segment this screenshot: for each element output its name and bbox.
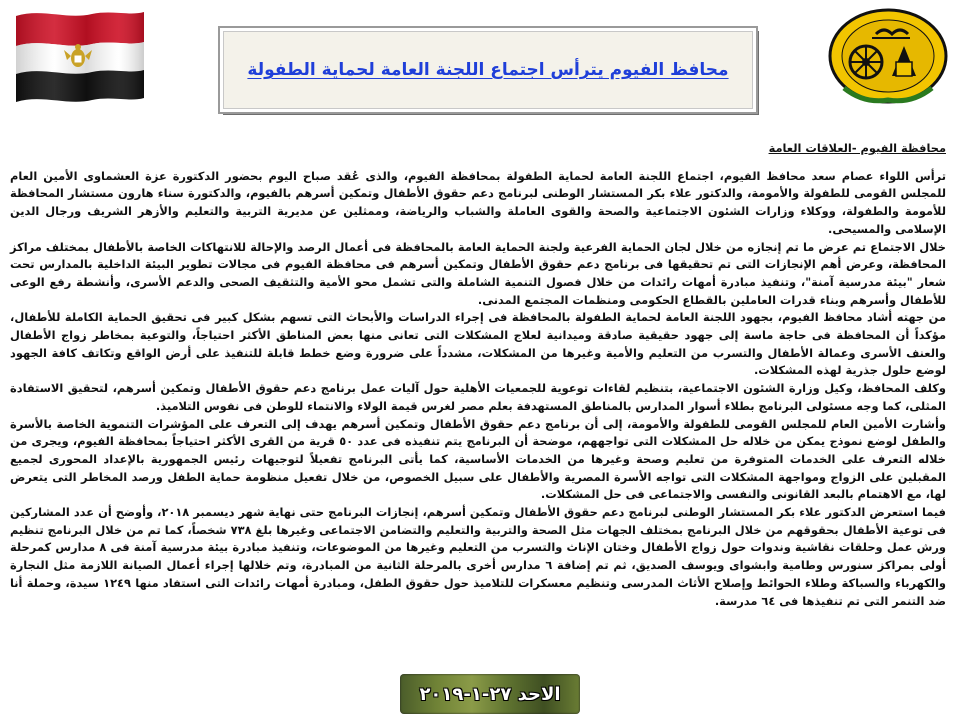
page-title: محافظ الفيوم يترأس اجتماع اللجنة العامة لحماية الطفولة (247, 60, 729, 80)
egypt-flag-icon (12, 6, 148, 106)
article-paragraph: ترأس اللواء عصام سعد محافظ الفيوم، اجتماع اللجنة العامة لحماية الطفولة بمحافظة الفيوم، والذى عُقد صباح اليوم بحضور الدكتورة عزة العشماوى الأمين العام للمجلس القومى للطفولة والأمومة، والدكتور علاء بكر المستشار الوطنى لبرنامج دعم حقوق الأطفال وتمكين أسرهم بالفيوم، والدكتورة سناء هارون مستشار المحافظة للأمومة والطفولة، ووكلاء وزارات الشئون الاجتماعية والصحة والقوى العاملة والشباب والرياضة، وممثلين عن مديرية التربية والتعليم والأزهر الشريف ورجال الدين الإسلامى والمسيحى. (10, 168, 946, 236)
date-banner (400, 674, 580, 714)
article-byline: محافظة الفيوم -العلاقات العامة (768, 141, 946, 155)
publish-date: الاحد ٢٧-١-٢٠١٩ (419, 683, 561, 705)
article-paragraph: فيما استعرض الدكتور علاء بكر المستشار الوطنى لبرنامج دعم حقوق الأطفال وتمكين أسرهم، إنجازات البرنامج حتى نهاية شهر ديسمبر ٢٠١٨، وأوضح أن عدد المشاركين فى توعية الأطفال بحقوقهم من خلال البرنامج بمختلف الجهات مثل الصحة والتربية والتعليم والتضامن الاجتماعى وغيرها بلغ ٧٣٨ شخصاً، كما تم من خلال البرنامج تنظيم ورش عمل وحلقات نقاشية وندوات حول زواج الأطفال وختان الإناث والتسرب من التعليم وغيرها من الموضوعات، وتنفيذ مبادرة بيئة مدرسية آمنة فى ٨ مدارس كمرحلة أولى بمراكز سنورس وطامية وابشواى ويوسف الصديق، ثم تم إضافة ٦ مدارس أخرى بالمرحلة الثانية من المبادرة، وتم خلالها إجراء أعمال الصيانة اللازمة مثل النجارة والكهرباء والسباكة وطلاء الحوائط وإصلاح الأثاث المدرسى وتنظيم معسكرات للتلاميذ حول حقوق الطفل، ومبادرة أمهات رائدات التى استفاد منها ١٢٤٩ سيدة، وحملة أنا ضد التنمر التى تم تنفيذها فى ٦٤ مدرسة. (10, 505, 947, 608)
article-paragraph: خلال الاجتماع تم عرض ما تم إنجازه من خلال لجان الحماية الفرعية ولجنة الحماية العامة بالمحافظة فى أعمال الرصد والإحالة للانتهاكات الخاصة بالأطفال بمختلف مراكز المحافظة، وعرض أهم الإنجازات التى تم تحقيقها فى برنامج دعم حقوق الأطفال وتمكين أسرهم فى محافظة الفيوم فى مجالات تطوير البيئة الداخلية بالمدارس تحت شعار "بيئة مدرسية آمنة"، وتنفيذ مبادرة أمهات رائدات من خلال فصول التنمية الشاملة والتى تشمل محو الأمية والتثقيف الصحى والدعم الأسرى، وأنشطة رفع الوعى للأطفال وأسرهم وبناء قدرات العاملين بالقطاع الحكومى ومنظمات المجتمع المدنى. (10, 239, 946, 307)
article-paragraph: وكلف المحافظ، وكيل وزارة الشئون الاجتماعية، بتنظيم لقاءات توعوية للجمعيات الأهلية حول آليات عمل برنامج دعم حقوق الأطفال وتمكين أسرهم، لتحقيق الاستفادة المثلى، كما وجه مسئولى البرنامج بطلاء أسوار المدارس بالمناطق المستهدفة بعلم مصر لغرس قيمة الولاء والانتماء للوطن فى نفوس التلاميذ. (10, 381, 946, 413)
title-box (220, 28, 756, 112)
fayoum-governorate-logo-icon (826, 6, 950, 108)
article-paragraph: من جهته أشاد محافظ الفيوم، بجهود اللجنة العامة لحماية الطفولة بالمحافظة فى إجراء الدراسات والأبحاث التى تسهم بشكل كبير فى تحقيق الحماية الكاملة للأطفال، مؤكداً أن المحافظة فى حاجة ماسة إلى جهود حقيقية صادقة وميدانية لعلاج المشكلات التى تعانى منها بعض المناطق الأكثر احتياجاً، والتوعية بمخاطر زواج الأطفال والعنف الأسرى وعمالة الأطفال والتسرب من التعليم والأمية وغيرها من المشكلات، مشدداً على ضرورة وضع خطط قابلة للتنفيذ على أرض الواقع وتكاتف كافة الجهود لوضع حلول جذرية لهذه المشكلات. (10, 310, 946, 378)
article-paragraph: وأشارت الأمين العام للمجلس القومى للطفولة والأمومة، إلى أن برنامج دعم حقوق الأطفال وتمكين أسرهم يهدف إلى التعرف على المؤشرات التنموية الخاصة بالأسرة والطفل لوضع نموذج يمكن من خلاله حل المشكلات التى تواجههم، موضحة أن البرنامج يتم تنفيذه فى عدد ٥٠ قرية من القرى الأكثر احتياجاً بمحافظة الفيوم، ويجرى من خلاله التعرف على الخدمات المتوفرة من تعليم وصحة وغيرها من الخدمات الأساسية، كما يأتى البرنامج تفعيلاً لتوجيهات رئيس الجمهورية بالإعداد المحورى لجميع المقبلين على الزواج ومواجهة المشكلات التى تواجه الأسرة المصرية والأطفال على سبيل الخصوص، من خلال تفعيل منظومة حماية الطفل ورصد المخاطر التى يتعرض لها، مع الاهتمام بالبعد القانونى والنفسى والاجتماعى فى حل المشكلات. (10, 416, 946, 502)
article-body (10, 140, 946, 670)
